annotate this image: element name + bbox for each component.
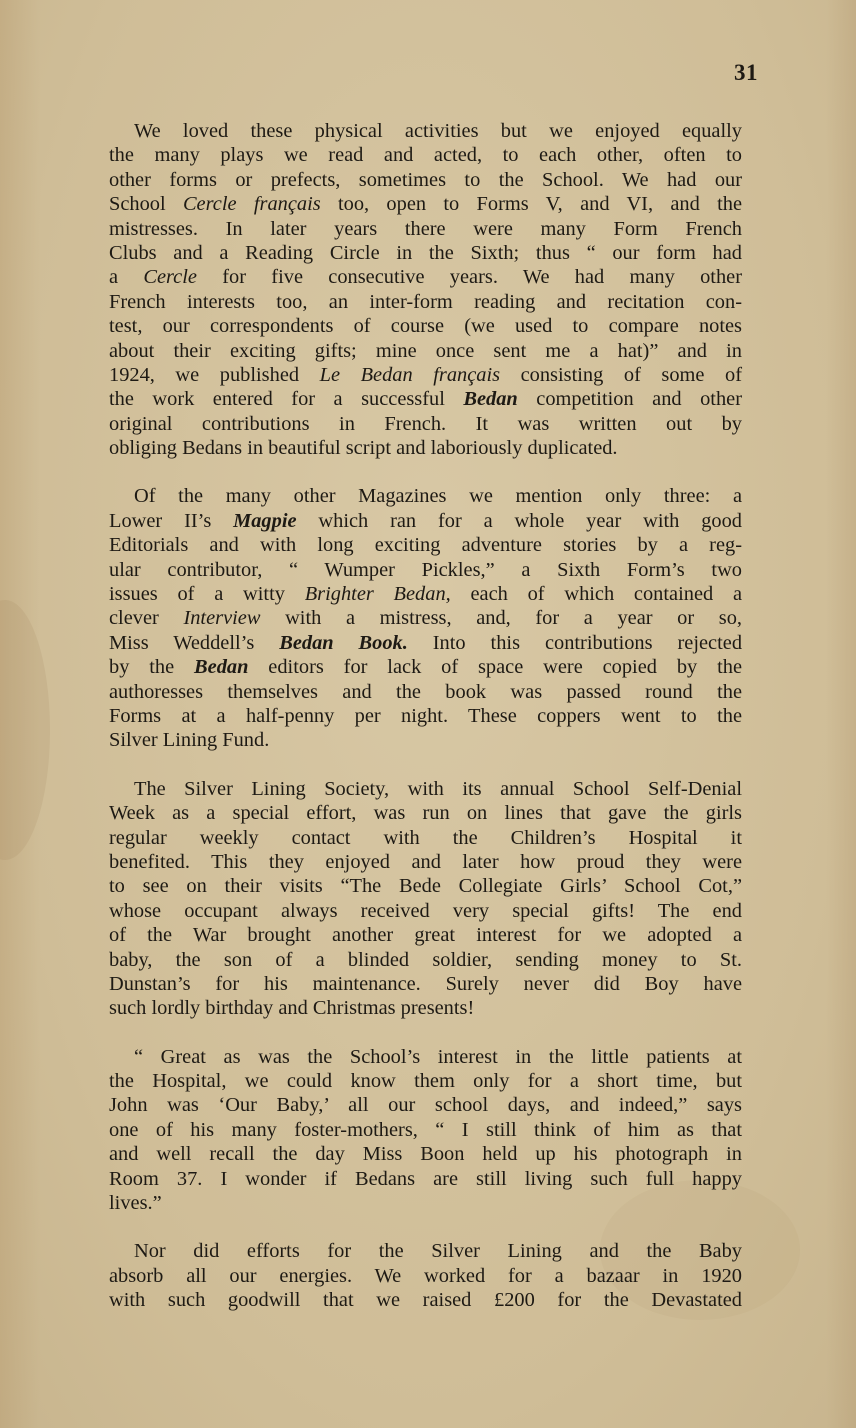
text-line (109, 241, 742, 265)
text-segment: Lower II’s (109, 509, 234, 532)
text-segment: Clubs and a Reading Circle in the Sixth; thus “ our form had (109, 241, 742, 264)
text-segment: obliging Bedans in beautiful script and laboriously duplicated. (109, 437, 618, 460)
text-line (109, 119, 742, 143)
emphasized-text: Bedan (463, 388, 518, 411)
text-segment: consisting of some of (500, 363, 742, 386)
text-segment: by the (109, 656, 195, 679)
text-segment: We loved these physical activities but we enjoyed equally (134, 120, 742, 142)
text-segment: authoresses themselves and the book was passed round the (109, 680, 742, 703)
emphasized-text: Cercle français (182, 193, 321, 216)
text-segment: Week as a special effort, was run on lines that gave the girls (109, 802, 742, 825)
text-line (109, 728, 742, 752)
text-line (109, 680, 742, 704)
text-line (109, 412, 742, 436)
text-segment: about their exciting gifts; mine once sent me a hat)” and in (109, 339, 742, 362)
paragraph (109, 1045, 742, 1216)
text-line (109, 874, 742, 898)
text-segment: of the War brought another great interest for we adopted a (109, 924, 742, 947)
text-line (109, 290, 742, 314)
emphasized-text: Cercle (143, 266, 197, 289)
text-line (109, 314, 742, 338)
text-line (109, 948, 742, 972)
text-segment: Nor did efforts for the Silver Lining and the Baby (134, 1240, 742, 1263)
text-segment: with a mistress, and, for a year or so, (260, 607, 743, 630)
text-line (109, 1288, 742, 1312)
text-line (109, 436, 742, 460)
text-line (109, 1118, 742, 1142)
text-segment: French interests too, an inter-form reading and recitation con- (109, 290, 742, 313)
text-line (109, 1167, 742, 1191)
text-line (109, 704, 742, 728)
text-segment: the Hospital, we could know them only for a short time, but (109, 1070, 742, 1093)
text-line (109, 582, 742, 606)
text-segment: the work entered for a successful (109, 388, 464, 411)
text-segment: regular weekly contact with the Children’s Hospital it (109, 826, 742, 849)
text-line (109, 899, 742, 923)
text-line (109, 143, 742, 167)
paper-stain (0, 600, 50, 860)
text-segment: one of his many foster-mothers, “ I still think of him as that (109, 1118, 742, 1141)
text-segment: a (109, 266, 144, 289)
text-segment: ular contributor, “ Wumper Pickles,” a Sixth Form’s two (109, 558, 742, 581)
text-line (109, 1264, 742, 1288)
text-line (109, 1093, 742, 1117)
paragraph (109, 484, 742, 752)
text-line (109, 631, 742, 655)
text-segment: Miss Weddell’s (109, 631, 280, 654)
text-segment: 1924, we published (109, 363, 320, 386)
text-segment: too, open to Forms V, and VI, and the (320, 193, 743, 216)
text-line (109, 533, 742, 557)
text-line (109, 363, 742, 387)
text-segment: The Silver Lining Society, with its annual School Self-Denial (134, 777, 742, 800)
text-segment: benefited. This they enjoyed and later how proud they were (109, 850, 742, 873)
text-line (109, 509, 742, 533)
text-line (109, 217, 742, 241)
emphasized-text: Interview (183, 607, 261, 630)
text-segment: Dunstan’s for his maintenance. Surely never did Boy have (109, 972, 742, 995)
body-text (109, 115, 742, 1313)
text-line (109, 996, 742, 1020)
text-segment: with such goodwill that we raised £200 for the Devastated (109, 1289, 742, 1312)
text-line (109, 1142, 742, 1166)
text-line (109, 777, 742, 801)
text-segment: Editorials and with long exciting adventure stories by a reg- (109, 534, 742, 557)
text-segment: editors for lack of space were copied by the (248, 656, 743, 679)
text-line (109, 484, 742, 508)
text-segment: Into this contributions rejected (407, 631, 743, 654)
paragraph (109, 1239, 742, 1312)
text-segment: to see on their visits “The Bede Collegiate Girls’ School Cot,” (109, 875, 742, 898)
emphasized-text: Le Bedan français (319, 363, 501, 386)
text-segment: Forms at a half-penny per night. These coppers went to the (109, 704, 742, 727)
emphasized-text: Bedan (194, 656, 249, 679)
text-line (109, 801, 742, 825)
text-segment: clever (109, 607, 184, 630)
text-segment: other forms or prefects, sometimes to the School. We had our (109, 168, 742, 191)
text-line (109, 168, 742, 192)
emphasized-text: Magpie (233, 509, 297, 532)
text-segment: for five consecutive years. We had many other (196, 266, 742, 289)
text-line (109, 387, 742, 411)
text-segment: “ Great as was the School’s interest in the little patients at (134, 1045, 742, 1068)
text-segment: School (109, 193, 183, 216)
text-line (109, 1239, 742, 1263)
text-segment: Room 37. I wonder if Bedans are still living such full happy (109, 1167, 742, 1190)
text-segment: original contributions in French. It was written out by (109, 412, 742, 435)
text-line (109, 339, 742, 363)
paragraph (109, 777, 742, 1021)
text-line (109, 850, 742, 874)
text-segment: John was ‘Our Baby,’ all our school days, and indeed,” says (109, 1094, 742, 1117)
text-segment: Silver Lining Fund. (109, 729, 270, 752)
text-line (109, 558, 742, 582)
text-segment: issues of a witty (109, 583, 305, 606)
text-segment: whose occupant always received very special gifts! The end (109, 899, 742, 922)
text-segment: baby, the son of a blinded soldier, sending money to St. (109, 948, 742, 971)
text-segment: such lordly birthday and Christmas presents! (109, 997, 475, 1020)
text-segment: and well recall the day Miss Boon held up his photograph in (109, 1143, 742, 1166)
page-number: 31 (734, 60, 758, 85)
text-line (109, 826, 742, 850)
text-line (109, 972, 742, 996)
text-line (109, 606, 742, 630)
text-line (109, 1069, 742, 1093)
emphasized-text: Bedan Book. (279, 631, 408, 654)
text-segment: which ran for a whole year with good (296, 509, 742, 532)
text-segment: lives.” (109, 1192, 162, 1215)
text-line (109, 265, 742, 289)
text-segment: Of the many other Magazines we mention only three: a (134, 485, 742, 508)
text-line (109, 1045, 742, 1069)
text-segment: each of which contained a (450, 583, 743, 606)
text-line (109, 923, 742, 947)
text-line (109, 192, 742, 216)
paragraph (109, 119, 742, 460)
text-line (109, 1191, 742, 1215)
text-segment: mistresses. In later years there were many Form French (109, 217, 742, 240)
emphasized-text: Brighter Bedan, (304, 583, 451, 606)
text-segment: absorb all our energies. We worked for a bazaar in 1920 (109, 1264, 742, 1287)
text-segment: the many plays we read and acted, to each other, often to (109, 144, 742, 167)
text-line (109, 655, 742, 679)
text-segment: competition and other (517, 388, 742, 411)
text-segment: test, our correspondents of course (we used to compare notes (109, 315, 742, 338)
